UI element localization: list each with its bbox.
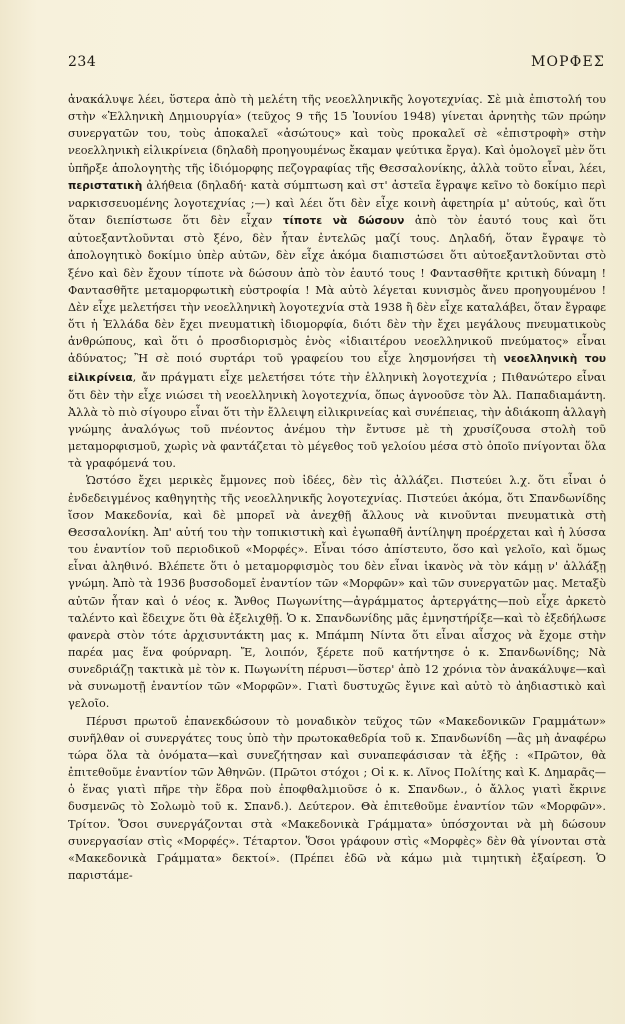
paragraph-2: [68, 472, 606, 712]
running-title: ΜΟΡΦΕΣ: [530, 54, 605, 70]
emphasis-text: νεοελληνικὴ του εἰλικρίνεια: [68, 353, 607, 384]
paragraph-3: [68, 713, 606, 885]
text-segment: Ὡστόσο ἔχει μερικὲς ἔμμονες ποὺ ἰδέες, δὲν τὶς ἀλλάζει. Πιστεύει λ.χ. ὅτι εἶναι ὁ ἐνδεδειγμένος καθηγητὴς τῆς νεοελληνικῆς λογοτεχνίας. Πιστεύει ἀκόμα, ὅτι Σπανδωνίδης ἴσον Μακεδονία, καὶ δὲ μπορεῖ νὰ ἀνεχθῇ ἄλλους νὰ κινοῦνται πνευματικὰ στὴ Θεσσαλονίκη. Ἀπ' αὐτή του τὴν τοπικιστικὴ καὶ ἐγωπαθῆ ἀντίληψη προέρχεται καὶ ἡ λύσσα του ἐναντίον τοῦ περιοδικοῦ «Μορφές». Εἶναι τόσο ἀπίστευτο, ὅσο καὶ γελοῖο, καὶ ὅμως εἶναι ἀληθινό. Βλέπετε ὅτι ὁ μεταμορφισμὸς του δὲν εἶναι ἱκανὸς νὰ τὸν κάμῃ ν' ἀλλάξῃ γνώμη. Ἀπὸ τὰ 1936 βυσσοδομεῖ ἐναντίον τῶν «Μορφῶν» καὶ τῶν συνεργατῶν μας. Μεταξὺ αὐτῶν ἦταν καὶ ὁ νέος κ. Ἄνθος Πωγωνίτης—ἀγράμματος ἀρτεργάτης—ποὺ εἶχε ἀρκετὸ ταλέντο καὶ ἔδειχνε ὅτι θὰ ἐξελιχθῇ. Ὁ κ. Σπανδωνίδης μᾶς ἐμνηστήρίξε—καὶ τὸ ἐξεδήλωσε φανερὰ στὸν τότε ἀρχισυντάκτη μας κ. Μπάμπη Νίντα ὅτι εἶναι αἶσχος νὰ ἔχομε στὴν παρέα μας ἕνα φούρναρη. Ἔ, λοιπόν, ξέρετε ποῦ κατήντησε ὁ κ. Σπανδωνίδης; Νὰ συνεδριάζῃ τακτικὰ μὲ τὸν κ. Πωγωνίτη πέρυσι—ὕστερ' ἀπὸ 12 χρόνια τὸν ἀνακάλυψε—καὶ νὰ συνωμοτῇ ἐναντίον τῶν «Μορφῶν». Γιατὶ δυστυχῶς ἔγινε καὶ αὐτὸ τὸ ἀηδιαστικὸ καὶ γελοῖο.: [68, 474, 606, 711]
text-segment: Πέρυσι πρωτοῦ ἐπανεκδώσουν τὸ μοναδικὸν τεῦχος τῶν «Μακεδονικῶν Γραμμάτων» συνῆλθαν οἱ συνεργάτες τους ὑπὸ τὴν πρωτοκαθεδρία τοῦ κ. Σπανδωνίδη —ἂς μὴ ἀναφέρω τώρα ὅλα τὰ ὀνόματα—καὶ συνεζήτησαν καὶ συναπεφάσισαν τὰ ἑξῆς : «Πρῶτον, θὰ ἐπιτεθοῦμε ἐναντίον τῶν Ἀθηνῶν. (Πρῶτοι στόχοι ; Οἱ κ. κ. Λῖνος Πολίτης καὶ Κ. Δημαρᾶς—ὁ ἕνας γιατὶ πῆρε τὴν ἕδρα ποὺ ἐποφθαλμιοῦσε ὁ κ. Σπανδων., ὁ ἄλλος γιατὶ ἔκρινε δυσμενῶς τὸ Σολωμὸ τοῦ κ. Σπανδ.). Δεύτερον. Θὰ ἐπιτεθοῦμε ἐναντίον τῶν «Μορφῶν». Τρίτον. Ὅσοι συνεργάζονται στὰ «Μακεδονικὰ Γράμματα» ὑπόσχονται νὰ μὴ δώσουν συνεργασίαν στὶς «Μορφές». Τέταρτον. Ὅσοι γράφουν στὶς «Μορφὲς» δὲν θὰ γίνονται στὰ «Μακεδονικὰ Γράμματα» δεκτοί». (Πρέπει ἐδῶ νὰ κάμω μιὰ τιμητικὴ ἐξαίρεση. Ὁ παριστάμε-: [68, 714, 606, 883]
article-body: [68, 91, 606, 884]
page-header: [68, 54, 605, 74]
text-segment: ἀνακάλυψε λέει, ὕστερα ἀπὸ τὴ μελέτη τῆς νεοελληνικῆς λογοτεχνίας. Σὲ μιὰ ἐπιστολή του στὴν «Ἑλληνικὴ Δημιουργία» (τεῦχος 9 τῆς 15 Ἰουνίου 1948) γίνεται ἀρνητὴς τῶν πρώην συνεργατῶν του, τοὺς ἀποκαλεῖ «ἀσώτους» καὶ τοὺς προκαλεῖ σὲ «ἐπιστροφὴ» στὴν νεοελληνικὴ εἰλικρίνεια (δηλαδὴ προηγουμένως ἔκαμαν ψεύτικα ἔργα). Καὶ ὁμολογεῖ μὲν ὅτι ὑπῆρξε ἀπολογητὴς τῆς ἰδιόμορφης πεζογραφίας τῆς Θεσσαλονίκης, ἀλλὰ τοῦτο εἶναι, λέει,: [68, 93, 606, 175]
emphasis-text: τίποτε νὰ δώσουν: [282, 215, 405, 228]
text-segment: , ἄν πράγματι εἶχε μελετήσει τότε τὴν ἑλληνικὴ λογοτεχνία ; Πιθανώτερο εἶναι ὅτι δὲν τὴν εἶχε νιώσει τὴ νεοελληνικὴ λογοτεχνία, ὅπως ἀγνοοῦσε τὸν Ἀλ. Παπαδιαμάντη. Ἀλλὰ τὸ πιὸ σίγουρο εἶναι ὅτι τὴν ἔλλειψη εἰλικρινείας καὶ συνέπειας, τὴν ἀδιάκοπη ἀλλαγὴ γνώμης ἀναλόγως τοῦ πνέοντος ἀνέμου τὴν ἔντυσε μὲ τὴ χρυσίζουσα στολὴ τοῦ μεταμορφισμοῦ, χωρὶς νὰ φαντάζεται τὸ μέγεθος τοῦ γελοίου μέσα στὸ ὁποῖο πνίγονται ὅλα τὰ γραφόμενά του.: [68, 370, 606, 471]
paragraph-1: [68, 91, 606, 472]
text-segment: ἀλήθεια (δηλαδή· κατὰ σύμπτωση καὶ στ' ἀστεῖα ἔγραψε κεῖνο τὸ δοκίμιο περὶ ναρκισσευομένης λογοτεχνίας ;—) καὶ λέει ὅτι δὲν εἶχε κοινὴ ἀφετηρία μ' αὐτούς, καὶ ὅτι ὅταν διεπίστωσε ὅτι δὲν εἶχαν: [68, 178, 606, 228]
text-segment: ἀπὸ τὸν ἑαυτό τους καὶ ὅτι αὐτοεξαντλοῦνται στὸ ξένο, δὲν ἦταν ἐντελῶς μαζί τους. Δηλαδή, ὅταν ἔγραψε τὸ ἀπολογητικὸ δοκίμιο ὑπὲρ αὐτῶν, δὲν εἶχε ἀκόμα διαπιστώσει ὅτι αὐτοεξαντλοῦνται στὸ ξένο καὶ δὲν ἔχουν τίποτε νὰ δώσουν ἀπὸ τὸν ἑαυτό τους ! Φαντασθῆτε κριτικὴ δύναμη ! Φαντασθῆτε μεταμορφωτικὴ εὐστροφία ! Μὰ αὐτὸ λέγεται κυνισμὸς ἄνευ προηγουμένου ! Δὲν εἶχε μελετήσει τὴν νεοελληνικὴ λογοτεχνία στὰ 1938 ἢ δὲν εἶχε καταλάβει, ὅταν ἔγραφε ὅτι ἡ Ἑλλάδα δὲν ἔχει πνευματικὴ ἰδιομορφία, διότι δὲν τὴν ἔχει μεγάλους πνευματικοὺς ἀνθρώπους, καὶ ὅτι ὁ προσδιορισμὸς ἑνὸς «ἰδιαιτέρου νεοελληνικοῦ πνεύματος» εἶναι ἀδύνατος; Ἢ σὲ ποιό συρτάρι τοῦ γραφείου του εἶχε λησμονήσει τὴ: [68, 214, 606, 366]
emphasis-text: περιστατικὴ: [68, 179, 143, 192]
page-number: 234: [68, 54, 97, 70]
